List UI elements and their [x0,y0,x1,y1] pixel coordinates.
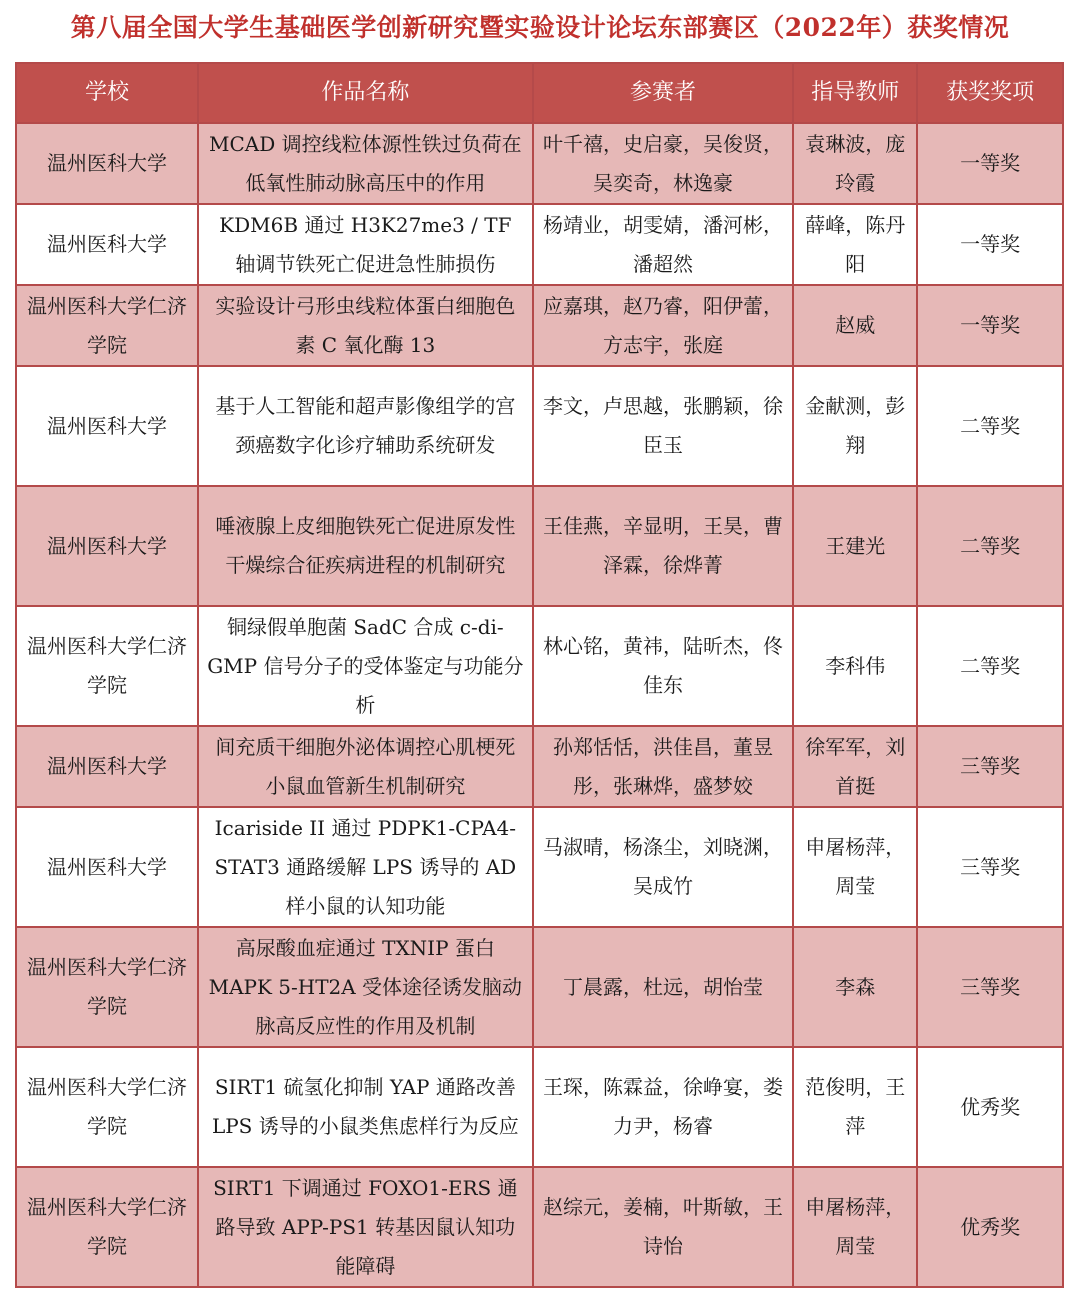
table-row [16,1047,1063,1167]
title-cell: 铜绿假单胞菌 SadC 合成 c-di-GMP 信号分子的受体鉴定与功能分析 [198,606,533,726]
school-cell: 温州医科大学 [16,123,198,204]
title-cell: KDM6B 通过 H3K27me3 / TF 轴调节铁死亡促进急性肺损伤 [198,204,533,285]
members-cell: 李文，卢思越，张鹏颖，徐臣玉 [533,366,793,486]
advisor-cell: 范俊明，王萍 [793,1047,917,1167]
header-members: 参赛者 [533,63,793,123]
award-cell: 三等奖 [917,927,1063,1047]
award-cell: 二等奖 [917,486,1063,606]
title-cell: 间充质干细胞外泌体调控心肌梗死小鼠血管新生机制研究 [198,726,533,807]
advisor-cell: 王建光 [793,486,917,606]
awards-table [15,62,1064,1288]
advisor-cell: 薛峰，陈丹阳 [793,204,917,285]
table-row [16,726,1063,807]
advisor-cell: 申屠杨萍，周莹 [793,807,917,927]
award-cell: 三等奖 [917,807,1063,927]
header-advisor: 指导教师 [793,63,917,123]
advisor-cell: 徐军军，刘首挺 [793,726,917,807]
award-cell: 一等奖 [917,123,1063,204]
members-cell: 林心铭，黄祎，陆昕杰，佟佳东 [533,606,793,726]
award-cell: 三等奖 [917,726,1063,807]
school-cell: 温州医科大学仁济学院 [16,1167,198,1287]
award-cell: 优秀奖 [917,1047,1063,1167]
members-cell: 丁晨露，杜远，胡怡莹 [533,927,793,1047]
table-row [16,123,1063,204]
title-cell: 基于人工智能和超声影像组学的宫颈癌数字化诊疗辅助系统研发 [198,366,533,486]
header-title: 作品名称 [198,63,533,123]
table-row [16,807,1063,927]
title-cell: SIRT1 下调通过 FOXO1-ERS 通路导致 APP-PS1 转基因鼠认知功能障碍 [198,1167,533,1287]
table-row [16,486,1063,606]
members-cell: 应嘉琪，赵乃睿，阳伊蕾，方志宇，张庭 [533,285,793,366]
title-cell: MCAD 调控线粒体源性铁过负荷在低氧性肺动脉高压中的作用 [198,123,533,204]
school-cell: 温州医科大学 [16,726,198,807]
advisor-cell: 金献测，彭翔 [793,366,917,486]
school-cell: 温州医科大学 [16,807,198,927]
school-cell: 温州医科大学 [16,366,198,486]
members-cell: 孙郑恬恬，洪佳昌，董昱彤，张琳烨，盛梦姣 [533,726,793,807]
members-cell: 杨靖业，胡雯婧，潘河彬，潘超然 [533,204,793,285]
award-cell: 优秀奖 [917,1167,1063,1287]
title-cell: 高尿酸血症通过 TXNIP 蛋白 MAPK 5-HT2A 受体途径诱发脑动脉高反应性的作用及机制 [198,927,533,1047]
table-row [16,366,1063,486]
table-row [16,285,1063,366]
award-cell: 一等奖 [917,285,1063,366]
award-cell: 二等奖 [917,606,1063,726]
title-cell: 唾液腺上皮细胞铁死亡促进原发性干燥综合征疾病进程的机制研究 [198,486,533,606]
advisor-cell: 李科伟 [793,606,917,726]
title-cell: 实验设计弓形虫线粒体蛋白细胞色素 C 氧化酶 13 [198,285,533,366]
title-cell: Icariside II 通过 PDPK1-CPA4-STAT3 通路缓解 LPS 诱导的 AD 样小鼠的认知功能 [198,807,533,927]
advisor-cell: 赵威 [793,285,917,366]
members-cell: 王佳燕，辛显明，王昊，曹泽霖，徐烨菁 [533,486,793,606]
school-cell: 温州医科大学 [16,486,198,606]
members-cell: 王琛，陈霖益，徐峥宴，娄力尹，杨睿 [533,1047,793,1167]
members-cell: 赵综元，姜楠，叶斯敏，王诗怡 [533,1167,793,1287]
award-cell: 一等奖 [917,204,1063,285]
table-row [16,927,1063,1047]
award-cell: 二等奖 [917,366,1063,486]
school-cell: 温州医科大学仁济学院 [16,1047,198,1167]
members-cell: 马淑晴，杨涤尘，刘晓渊，吴成竹 [533,807,793,927]
school-cell: 温州医科大学仁济学院 [16,285,198,366]
school-cell: 温州医科大学仁济学院 [16,606,198,726]
table-row [16,1167,1063,1287]
school-cell: 温州医科大学仁济学院 [16,927,198,1047]
table-row [16,606,1063,726]
table-header-row [16,63,1063,123]
header-school: 学校 [16,63,198,123]
school-cell: 温州医科大学 [16,204,198,285]
page-title: 第八届全国大学生基础医学创新研究暨实验设计论坛东部赛区（2022年）获奖情况 [70,13,1010,42]
advisor-cell: 申屠杨萍，周莹 [793,1167,917,1287]
title-cell: SIRT1 硫氢化抑制 YAP 通路改善 LPS 诱导的小鼠类焦虑样行为反应 [198,1047,533,1167]
advisor-cell: 李森 [793,927,917,1047]
advisor-cell: 袁琳波，庞玲霞 [793,123,917,204]
members-cell: 叶千禧，史启豪，吴俊贤，吴奕奇，林逸豪 [533,123,793,204]
table-row [16,204,1063,285]
header-award: 获奖奖项 [917,63,1063,123]
